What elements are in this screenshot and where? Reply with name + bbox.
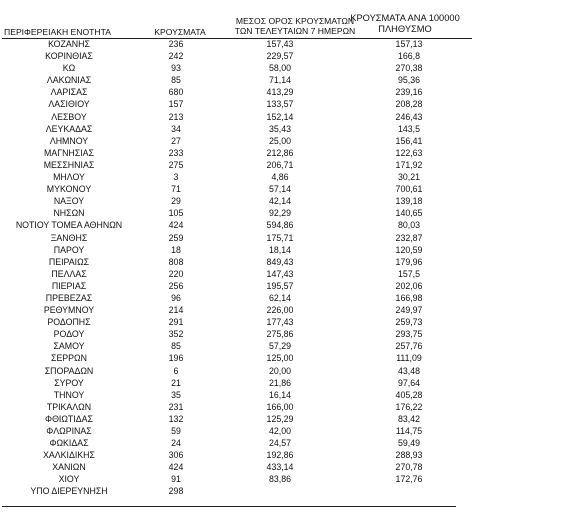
table-row (0, 207, 470, 219)
region-cell: ΥΠΟ ΔΙΕΡΕΥΝΗΣΗ (30, 486, 108, 497)
cases-cell: 424 (168, 220, 184, 231)
per-100k-cell: 246,43 (395, 111, 423, 122)
per-100k-cell: 157,13 (395, 39, 423, 49)
cases-cell: 105 (168, 208, 184, 219)
per-100k-cell: 176,22 (395, 401, 423, 412)
average-cell: 433,14 (266, 462, 294, 473)
per-100k-cell: 143,5 (397, 123, 420, 134)
cases-cell: 291 (168, 317, 184, 328)
region-cell: ΛΗΜΝΟΥ (49, 135, 89, 146)
region-cell: ΚΩ (62, 63, 76, 74)
region-cell: ΛΑΚΩΝΙΑΣ (46, 75, 92, 86)
region-cell: ΧΙΟΥ (58, 474, 80, 485)
region-cell: ΣΑΜΟΥ (53, 341, 85, 352)
average-cell: 275,86 (266, 329, 294, 340)
region-cell: ΠΑΡΟΥ (53, 244, 85, 255)
header-7day-average-line2: ΤΩΝ ΤΕΛΕΥΤΑΙΩΝ 7 ΗΜΕΡΩΝ (234, 26, 356, 36)
per-100k-cell: 293,75 (395, 329, 423, 340)
cases-cell: 59 (171, 426, 181, 436)
region-cell: ΤΗΝΟΥ (53, 389, 85, 400)
average-cell: 62,14 (268, 292, 291, 303)
average-cell: 147,43 (266, 268, 294, 279)
average-cell: 152,14 (266, 111, 294, 122)
table-row (0, 449, 470, 461)
average-cell: 57,14 (268, 184, 291, 195)
table-row (0, 183, 470, 195)
cases-cell: 6 (173, 365, 179, 376)
per-100k-cell: 171,92 (395, 159, 423, 170)
cases-cell: 298 (168, 486, 184, 497)
per-100k-cell: 257,76 (395, 341, 423, 352)
region-cell: ΦΛΩΡΙΝΑΣ (46, 426, 92, 436)
average-cell: 125,00 (266, 353, 294, 364)
table-row (0, 461, 470, 473)
region-cell: ΜΕΣΣΗΝΙΑΣ (43, 159, 95, 170)
region-cell: ΜΑΓΝΗΣΙΑΣ (44, 147, 94, 158)
cases-cell: 680 (168, 87, 184, 98)
table-row (0, 135, 470, 147)
average-cell: 195,57 (266, 280, 294, 291)
region-cell: ΛΕΥΚΑΔΑΣ (45, 123, 93, 134)
average-cell: 83,86 (268, 474, 291, 485)
per-100k-cell: 157,5 (397, 268, 420, 279)
per-100k-cell: 172,76 (395, 474, 423, 485)
cases-cell: 96 (171, 292, 181, 303)
per-100k-cell: 122,63 (395, 147, 423, 158)
region-cell: ΝΗΣΩΝ (53, 208, 85, 219)
cases-cell: 213 (168, 111, 184, 122)
per-100k-cell: 270,38 (395, 63, 423, 74)
cases-cell: 18 (171, 244, 181, 255)
average-cell: 58,00 (268, 63, 291, 74)
region-cell: ΡΕΘΥΜΝΟΥ (43, 305, 95, 316)
per-100k-cell: 97,64 (397, 377, 420, 388)
average-cell: 57,29 (268, 341, 291, 352)
average-cell: 157,43 (266, 39, 294, 49)
table-row (0, 256, 470, 268)
average-cell: 92,29 (268, 208, 291, 219)
cases-cell: 220 (168, 268, 184, 279)
table-row (0, 219, 470, 231)
region-cell: ΦΘΙΩΤΙΔΑΣ (45, 413, 93, 424)
cases-cell: 71 (171, 184, 181, 195)
table-row (0, 268, 470, 280)
table-row (0, 62, 470, 74)
cases-cell: 35 (171, 389, 181, 400)
table-row (0, 316, 470, 328)
per-100k-cell: 43,48 (397, 365, 420, 376)
per-100k-cell: 139,18 (395, 196, 423, 207)
average-cell: 175,71 (266, 232, 294, 243)
per-100k-cell: 30,21 (397, 172, 420, 183)
region-cell: ΦΩΚΙΔΑΣ (49, 438, 89, 449)
table-row (0, 340, 470, 352)
region-cell: ΠΡΕΒΕΖΑΣ (45, 292, 93, 303)
average-cell: 413,29 (266, 87, 294, 98)
average-cell: 206,71 (266, 159, 294, 170)
bottom-divider (2, 506, 456, 507)
table-body (0, 38, 470, 498)
region-cell: ΤΡΙΚΑΛΩΝ (46, 401, 92, 412)
cases-cell: 306 (168, 450, 184, 461)
table-row (0, 377, 470, 389)
average-cell: 125,29 (266, 413, 294, 424)
per-100k-cell: 249,97 (395, 305, 423, 316)
average-cell: 42,00 (268, 426, 291, 436)
table-row (0, 280, 470, 292)
table-row (0, 111, 470, 123)
region-cell: ΡΟΔΟΥ (53, 329, 85, 340)
region-cell: ΣΥΡΟΥ (54, 377, 84, 388)
table-row (0, 232, 470, 244)
cases-cell: 93 (171, 63, 181, 74)
table-row (0, 389, 470, 401)
region-cell: ΠΙΕΡΙΑΣ (51, 280, 87, 291)
region-cell: ΜΥΚΟΝΟΥ (46, 184, 92, 195)
average-cell: 226,00 (266, 305, 294, 316)
per-100k-cell: 288,93 (395, 450, 423, 461)
cases-cell: 259 (168, 232, 184, 243)
cases-cell: 157 (168, 99, 184, 110)
table-row (0, 86, 470, 98)
region-cell: ΠΕΙΡΑΙΩΣ (48, 256, 90, 267)
cases-cell: 29 (171, 196, 181, 207)
region-cell: ΛΑΡΙΣΑΣ (50, 87, 88, 98)
header-7day-average (226, 16, 364, 36)
average-cell: 212,86 (266, 147, 294, 158)
cases-cell: 85 (171, 75, 181, 86)
per-100k-cell: 239,16 (395, 87, 423, 98)
region-cell: ΝΑΞΟΥ (53, 196, 85, 207)
average-cell: 25,00 (268, 135, 291, 146)
region-cell: ΝΟΤΙΟΥ ΤΟΜΕΑ ΑΘΗΝΩΝ (15, 220, 123, 231)
table-row (0, 195, 470, 207)
per-100k-cell: 700,61 (395, 184, 423, 195)
cases-cell: 352 (168, 329, 184, 340)
per-100k-cell: 156,41 (395, 135, 423, 146)
per-100k-cell: 120,59 (395, 244, 423, 255)
cases-cell: 85 (171, 341, 181, 352)
cases-cell: 91 (171, 474, 181, 485)
per-100k-cell: 166,98 (395, 292, 423, 303)
average-cell: 133,57 (266, 99, 294, 110)
average-cell: 16,14 (268, 389, 291, 400)
per-100k-cell: 59,49 (397, 438, 420, 449)
cases-cell: 242 (168, 51, 184, 62)
table-row (0, 401, 470, 413)
average-cell: 192,86 (266, 450, 294, 461)
average-cell: 21,86 (268, 377, 291, 388)
cases-cell: 214 (168, 305, 184, 316)
header-per-100k (346, 13, 464, 35)
per-100k-cell: 166,8 (397, 51, 420, 62)
table-row (0, 147, 470, 159)
table-row (0, 437, 470, 449)
average-cell: 71,14 (268, 75, 291, 86)
per-100k-cell: 270,78 (395, 462, 423, 473)
table-row (0, 292, 470, 304)
per-100k-cell: 95,36 (397, 75, 420, 86)
cases-cell: 196 (168, 353, 184, 364)
per-100k-cell: 202,06 (395, 280, 423, 291)
region-cell: ΧΑΛΚΙΔΙΚΗΣ (43, 450, 95, 461)
cases-cell: 21 (171, 377, 181, 388)
cases-cell: 34 (171, 123, 181, 134)
table-row (0, 352, 470, 364)
average-cell: 849,43 (266, 256, 294, 267)
cases-cell: 275 (168, 159, 184, 170)
per-100k-cell: 259,73 (395, 317, 423, 328)
table-row (0, 50, 470, 62)
per-100k-cell: 83,42 (397, 413, 420, 424)
per-100k-cell: 80,03 (397, 220, 420, 231)
table-row (0, 328, 470, 340)
header-per-100k-line2: ΠΛΗΘΥΣΜΟ (378, 24, 432, 34)
table-row (0, 159, 470, 171)
region-cell: ΡΟΔΟΠΗΣ (47, 317, 91, 328)
average-cell: 24,57 (268, 438, 291, 449)
header-cases: ΚΡΟΥΣΜΑΤΑ (154, 27, 206, 37)
average-cell: 20,00 (268, 365, 291, 376)
per-100k-cell: 405,28 (395, 389, 423, 400)
region-cell: ΣΠΟΡΑΔΩΝ (44, 365, 94, 376)
cases-cell: 256 (168, 280, 184, 291)
region-cell: ΛΕΣΒΟΥ (51, 111, 87, 122)
region-cell: ΠΕΛΛΑΣ (51, 268, 87, 279)
table-row (0, 425, 470, 437)
table-row (0, 413, 470, 425)
region-cell: ΧΑΝΙΩΝ (52, 462, 86, 473)
region-cell: ΛΑΣΙΘΙΟΥ (48, 99, 90, 110)
table-row (0, 485, 470, 497)
average-cell: 18,14 (268, 244, 291, 255)
cases-cell: 27 (171, 135, 181, 146)
cases-cell: 132 (168, 413, 184, 424)
region-cell: ΣΕΡΡΩΝ (51, 353, 87, 364)
region-cell: ΞΑΝΘΗΣ (50, 232, 88, 243)
cases-cell: 233 (168, 147, 184, 158)
table-row (0, 123, 470, 135)
per-100k-cell: 232,87 (395, 232, 423, 243)
cases-cell: 236 (168, 39, 184, 49)
per-100k-cell: 111,09 (396, 353, 422, 364)
per-100k-cell: 208,28 (395, 99, 423, 110)
cases-cell: 424 (168, 462, 184, 473)
header-per-100k-line1: ΚΡΟΥΣΜΑΤΑ ΑΝΑ 100000 (350, 13, 460, 23)
average-cell: 4,86 (271, 172, 289, 183)
table-row (0, 304, 470, 316)
average-cell: 229,57 (266, 51, 294, 62)
per-100k-cell: 114,75 (395, 426, 423, 436)
table-row (0, 98, 470, 110)
cases-cell: 3 (173, 172, 179, 183)
table-row (0, 365, 470, 377)
average-cell: 594,86 (266, 220, 294, 231)
cases-cell: 24 (171, 438, 181, 449)
table-row (0, 74, 470, 86)
per-100k-cell: 140,65 (395, 208, 423, 219)
average-cell: 35,43 (268, 123, 291, 134)
per-100k-cell: 179,96 (395, 256, 423, 267)
table-row (0, 38, 470, 50)
cases-cell: 808 (168, 256, 184, 267)
average-cell: 177,43 (266, 317, 294, 328)
region-cell: ΜΗΛΟΥ (53, 172, 85, 183)
region-cell: ΚΟΖΑΝΗΣ (48, 39, 90, 49)
table-row (0, 473, 470, 485)
region-cell: ΚΟΡΙΝΘΙΑΣ (45, 51, 93, 62)
average-cell: 166,00 (266, 401, 294, 412)
cases-cell: 231 (168, 401, 184, 412)
table-row (0, 244, 470, 256)
average-cell: 42,14 (268, 196, 291, 207)
header-region: ΠΕΡΙΦΕΡΕΙΑΚΗ ΕΝΟΤΗΤΑ (4, 27, 111, 37)
header-7day-average-line1: ΜΕΣΟΣ ΟΡΟΣ ΚΡΟΥΣΜΑΤΩΝ (235, 16, 355, 26)
table-row (0, 171, 470, 183)
